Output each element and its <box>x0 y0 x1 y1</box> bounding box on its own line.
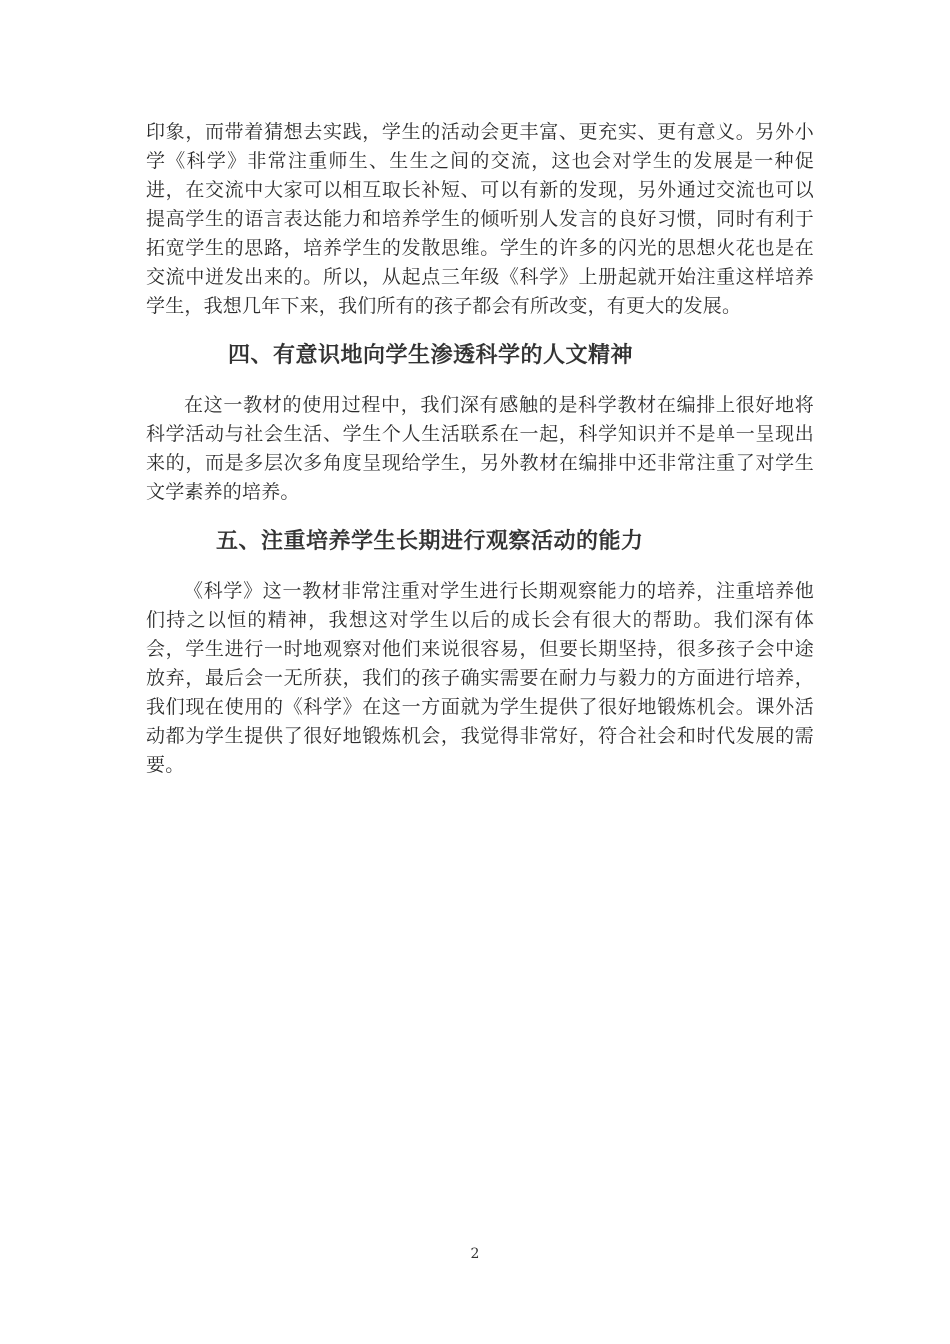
section-heading-4: 四、有意识地向学生渗透科学的人文精神 <box>228 343 634 368</box>
paragraph-section-4: 在这一教材的使用过程中，我们深有感触的是科学教材在编排上很好地将科学活动与社会生活、学生个人生活联系在一起，科学知识并不是单一呈现出来的，而是多层次多角度呈现给学生，另外教材在编排中还非常注重了对学生文学素养的培养。 <box>146 394 814 503</box>
paragraph-continuation: 印象，而带着猜想去实践，学生的活动会更丰富、更充实、更有意义。另外小学《科学》非常注重师生、生生之间的交流，这也会对学生的发展是一种促进，在交流中大家可以相互取长补短、可以有新的发现，另外通过交流也可以提高学生的语言表达能力和培养学生的倾听别人发言的良好习惯，同时有利于拓宽学生的思路，培养学生的发散思维。学生的许多的闪光的思想火花也是在交流中迸发出来的。所以，从起点三年级《科学》上册起就开始注重这样培养学生，我想几年下来，我们所有的孩子都会有所改变，有更大的发展。 <box>146 121 814 317</box>
section-heading-5: 五、注重培养学生长期进行观察活动的能力 <box>216 529 644 554</box>
page-content <box>146 118 814 780</box>
paragraph-section-5: 《科学》这一教材非常注重对学生进行长期观察能力的培养，注重培养他们持之以恒的精神，我想这对学生以后的成长会有很大的帮助。我们深有体会，学生进行一时地观察对他们来说很容易，但要长期坚持，很多孩子会中途放弃，最后会一无所获，我们的孩子确实需要在耐力与毅力的方面进行培养，我们现在使用的《科学》在这一方面就为学生提供了很好地锻炼机会。课外活动都为学生提供了很好地锻炼机会，我觉得非常好，符合社会和时代发展的需要。 <box>146 580 814 776</box>
page-number: 2 <box>470 1246 480 1262</box>
